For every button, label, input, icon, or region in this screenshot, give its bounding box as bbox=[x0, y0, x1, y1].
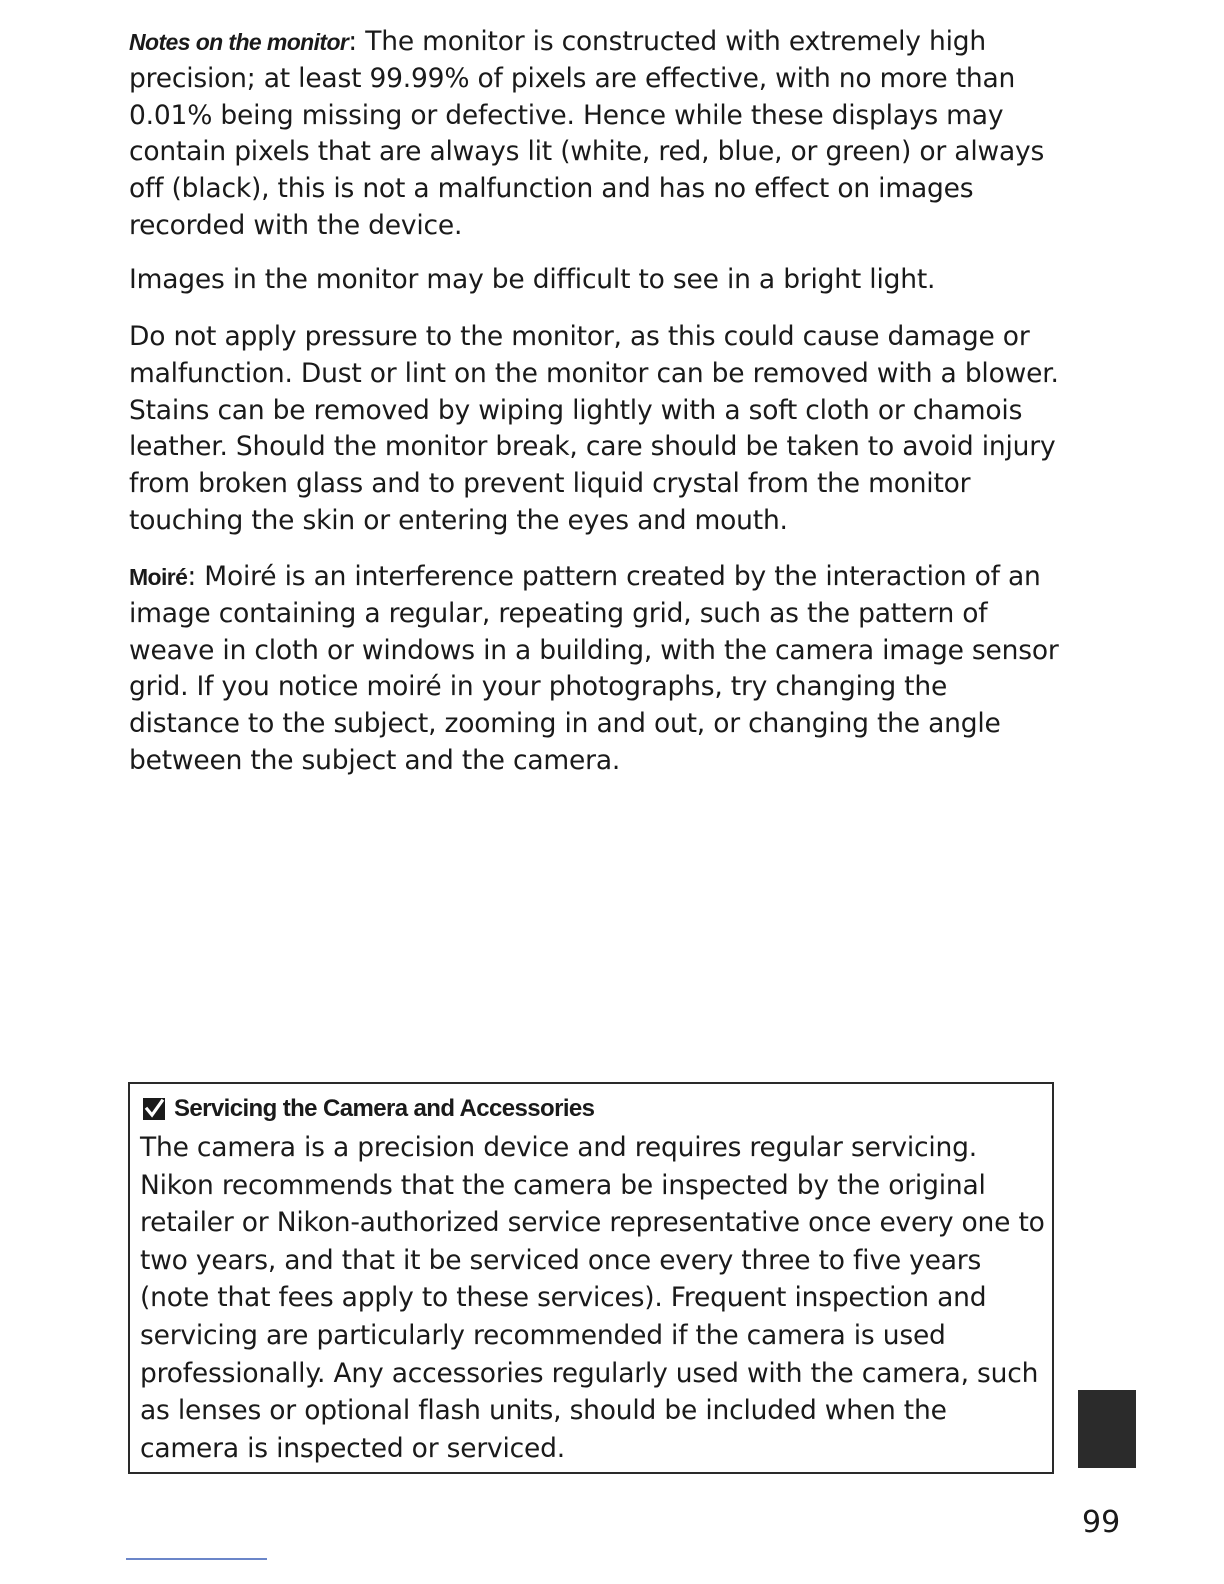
servicing-notice-box bbox=[128, 1082, 1054, 1474]
moire-text: : Moiré is an interference pattern created by the interaction of an image containing a regular, repeating grid, such as the pattern of weave in cloth or windows in a building, with the camera image sensor grid. If you notice moiré in your photographs, try changing the distance to the subject, zooming in and out, or changing the angle between the subject and the camera. bbox=[129, 561, 1059, 776]
moire-paragraph bbox=[129, 559, 1059, 780]
monitor-pressure-paragraph: Do not apply pressure to the monitor, as this could cause damage or malfunction. Dust or lint on the monitor can be removed with a blower. Stains can be removed by wiping lightly with a soft cloth or chamois leather. Should the monitor break, care should be taken to avoid injury from broken glass and to prevent liquid crystal from the monitor touching the skin or entering the eyes and mouth. bbox=[129, 321, 1059, 536]
bright-light-paragraph: Images in the monitor may be difficult to see in a bright light. bbox=[129, 264, 936, 295]
moire-lead: Moiré bbox=[129, 564, 188, 590]
notes-on-monitor-text: : The monitor is constructed with extremely high precision; at least 99.99% of pixels are effective, with no more than 0.01% being missing or defective. Hence while these displays may contain pixels that are always lit (white, red, blue, or green) or always off (black), this is not a malfunction and has no effect on images recorded with the device. bbox=[129, 26, 1045, 241]
notice-body: The camera is a precision device and requires regular servicing. Nikon recommends that the camera be inspected by the original retailer or Nikon-authorized service representative once every one to two years, and that it be serviced once every three to five years (note that fees apply to these services). Frequent inspection and servicing are particularly recommended if the camera is used professionally. Any accessories regularly used with the camera, such as lenses or optional flash units, should be included when the camera is inspected or serviced. bbox=[140, 1132, 1045, 1464]
notes-on-monitor-paragraph bbox=[129, 24, 1059, 245]
page-number: 99 bbox=[1082, 1505, 1121, 1540]
notice-header bbox=[142, 1092, 594, 1126]
section-tab-marker bbox=[1078, 1390, 1136, 1468]
notice-title: Servicing the Camera and Accessories bbox=[174, 1095, 595, 1122]
notes-on-monitor-lead: Notes on the monitor bbox=[129, 29, 349, 55]
checkbox-icon bbox=[142, 1097, 166, 1121]
bottom-rule bbox=[126, 1558, 267, 1560]
